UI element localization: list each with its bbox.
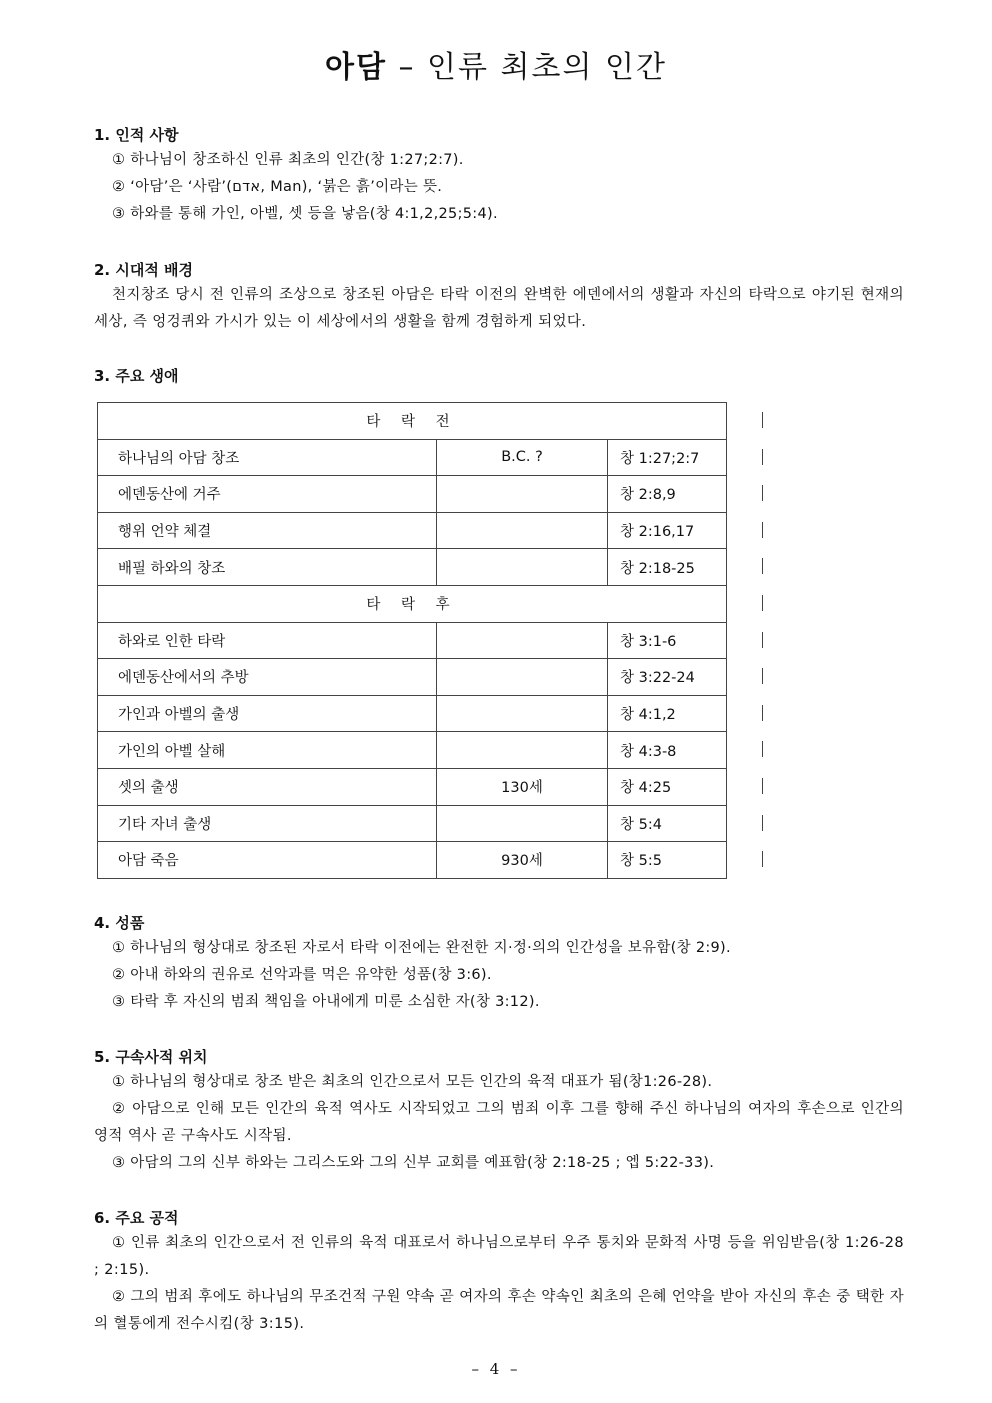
age-cell — [437, 476, 608, 513]
age-cell — [437, 512, 608, 549]
section-main-life — [94, 365, 904, 387]
table-row — [98, 512, 727, 549]
table-outer-tick — [762, 851, 763, 867]
section-personal-info — [94, 124, 904, 228]
reference-cell: 창 5:4 — [608, 805, 727, 842]
reference-cell: 창 3:22-24 — [608, 659, 727, 696]
list-item: ③ 하와를 통해 가인, 아벨, 셋 등을 낳음(창 4:1,2,25;5:4). — [112, 206, 498, 222]
table-outer-tick — [762, 522, 763, 538]
table-row — [98, 439, 727, 476]
table-outer-tick — [762, 449, 763, 465]
event-cell: 셋의 출생 — [98, 768, 437, 805]
reference-cell: 창 3:1-6 — [608, 622, 727, 659]
section-main-achievements — [94, 1207, 904, 1338]
age-cell — [437, 549, 608, 586]
age-cell — [437, 659, 608, 696]
list-item: ② 그의 범죄 후에도 하나님의 무조건적 구원 약속 곧 여자의 후손 약속인 최초의 은혜 언약을 받아 자신의 후손 중 택한 자의 혈통에게 전수시킴(창 3:15). — [94, 1289, 904, 1332]
table-outer-tick — [762, 412, 763, 428]
table-outer-tick — [762, 485, 763, 501]
list-item: ① 인류 최초의 인간으로서 전 인류의 육적 대표로서 하나님으로부터 우주 통치와 문화적 사명 등을 위임받음(창 1:26-28 ; 2:15). — [94, 1235, 904, 1278]
table-row — [98, 842, 727, 879]
page-number: – 4 – — [471, 1360, 521, 1378]
event-cell: 에덴동산에서의 추방 — [98, 659, 437, 696]
section-historical-background — [94, 259, 904, 336]
age-cell — [437, 805, 608, 842]
event-cell: 배필 하와의 창조 — [98, 549, 437, 586]
section-character — [94, 912, 904, 1016]
reference-cell: 창 5:5 — [608, 842, 727, 879]
list-item: ③ 타락 후 자신의 범죄 책임을 아내에게 미룬 소심한 자(창 3:12). — [112, 994, 540, 1010]
list-item: ② ‘아담’은 ‘사람’(אדם, Man), ‘붉은 흙’이라는 뜻. — [112, 179, 443, 195]
event-cell: 하나님의 아담 창조 — [98, 439, 437, 476]
table-row — [98, 549, 727, 586]
table-outer-tick — [762, 815, 763, 831]
table-row — [98, 659, 727, 696]
reference-cell: 창 4:25 — [608, 768, 727, 805]
reference-cell: 창 2:18-25 — [608, 549, 727, 586]
age-cell — [437, 732, 608, 769]
list-item: ③ 아담의 그의 신부 하와는 그리스도와 그의 신부 교회를 예표함(창 2:18-25 ; 엡 5:22-33). — [112, 1155, 715, 1171]
reference-cell: 창 4:1,2 — [608, 695, 727, 732]
table-outer-tick — [762, 632, 763, 648]
page-title — [0, 42, 992, 86]
table-outer-rule — [762, 402, 764, 878]
event-cell: 하와로 인한 타락 — [98, 622, 437, 659]
table-row — [98, 768, 727, 805]
table-outer-tick — [762, 595, 763, 611]
table-section-row — [98, 403, 727, 440]
section-heading: 6. 주요 공적 — [94, 1209, 179, 1227]
section-heading: 2. 시대적 배경 — [94, 261, 194, 279]
section-heading: 4. 성품 — [94, 914, 145, 932]
table-outer-tick — [762, 668, 763, 684]
event-cell: 기타 자녀 출생 — [98, 805, 437, 842]
table-row — [98, 805, 727, 842]
table-outer-tick — [762, 558, 763, 574]
paragraph: 천지창조 당시 전 인류의 조상으로 창조된 아담은 타락 이전의 완벽한 에덴에서의 생활과 자신의 타락으로 야기된 현재의 세상, 즉 엉겅퀴와 가시가 있는 이 세상에서의 생활을 함께 경험하게 되었다. — [94, 287, 904, 330]
section-redemptive-position — [94, 1046, 904, 1177]
list-item: ② 아내 하와의 권유로 선악과를 먹은 유약한 성품(창 3:6). — [112, 967, 492, 983]
event-cell: 행위 언약 체결 — [98, 512, 437, 549]
period-label: 타 락 후 — [98, 585, 727, 622]
age-cell: 130세 — [437, 768, 608, 805]
table-outer-tick — [762, 705, 763, 721]
reference-cell: 창 4:3-8 — [608, 732, 727, 769]
section-heading: 5. 구속사적 위치 — [94, 1048, 208, 1066]
table-outer-tick — [762, 741, 763, 757]
event-cell: 가인과 아벨의 출생 — [98, 695, 437, 732]
age-cell: 930세 — [437, 842, 608, 879]
event-cell: 가인의 아벨 살해 — [98, 732, 437, 769]
title-subtitle: – 인류 최초의 인간 — [386, 50, 667, 85]
event-cell: 아담 죽음 — [98, 842, 437, 879]
table-outer-tick — [762, 778, 763, 794]
title-name: 아담 — [325, 50, 387, 85]
table-row — [98, 732, 727, 769]
list-item: ② 아담으로 인해 모든 인간의 육적 역사도 시작되었고 그의 범죄 이후 그를 향해 주신 하나님의 여자의 후손으로 인간의 영적 역사 곧 구속사도 시작됨. — [94, 1101, 904, 1144]
age-cell — [437, 695, 608, 732]
section-heading: 3. 주요 생애 — [94, 367, 179, 385]
table-row — [98, 476, 727, 513]
age-cell: B.C. ? — [437, 439, 608, 476]
table-row — [98, 622, 727, 659]
reference-cell: 창 1:27;2:7 — [608, 439, 727, 476]
reference-cell: 창 2:8,9 — [608, 476, 727, 513]
table-section-row — [98, 585, 727, 622]
age-cell — [437, 622, 608, 659]
section-heading: 1. 인적 사항 — [94, 126, 179, 144]
life-events-table — [97, 402, 727, 879]
table-row — [98, 695, 727, 732]
list-item: ① 하나님의 형상대로 창조된 자로서 타락 이전에는 완전한 지·정·의의 인간성을 보유함(창 2:9). — [112, 940, 731, 956]
period-label: 타 락 전 — [98, 403, 727, 440]
list-item: ① 하나님이 창조하신 인류 최초의 인간(창 1:27;2:7). — [112, 152, 464, 168]
event-cell: 에덴동산에 거주 — [98, 476, 437, 513]
list-item: ① 하나님의 형상대로 창조 받은 최초의 인간으로서 모든 인간의 육적 대표가 됨(창1:26-28). — [112, 1074, 713, 1090]
reference-cell: 창 2:16,17 — [608, 512, 727, 549]
